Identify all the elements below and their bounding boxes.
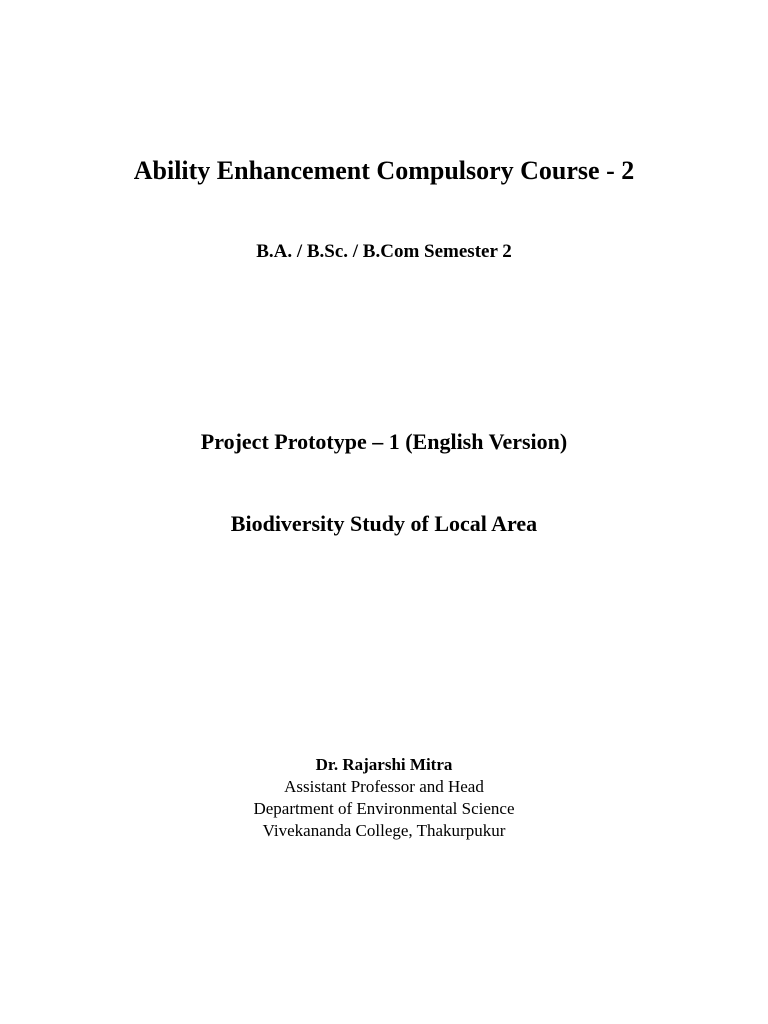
project-heading: Project Prototype – 1 (English Version) <box>200 429 568 454</box>
author-block <box>0 754 768 842</box>
author-name: Dr. Rajarshi Mitra <box>315 755 453 774</box>
semester-subtitle: B.A. / B.Sc. / B.Com Semester 2 <box>256 241 512 262</box>
project-topic: Biodiversity Study of Local Area <box>230 511 538 536</box>
author-institution: Vivekananda College, Thakurpukur <box>262 821 506 840</box>
author-position: Assistant Professor and Head <box>284 777 484 796</box>
author-department: Department of Environmental Science <box>253 799 515 818</box>
course-title: Ability Enhancement Compulsory Course - 2 <box>133 156 635 185</box>
